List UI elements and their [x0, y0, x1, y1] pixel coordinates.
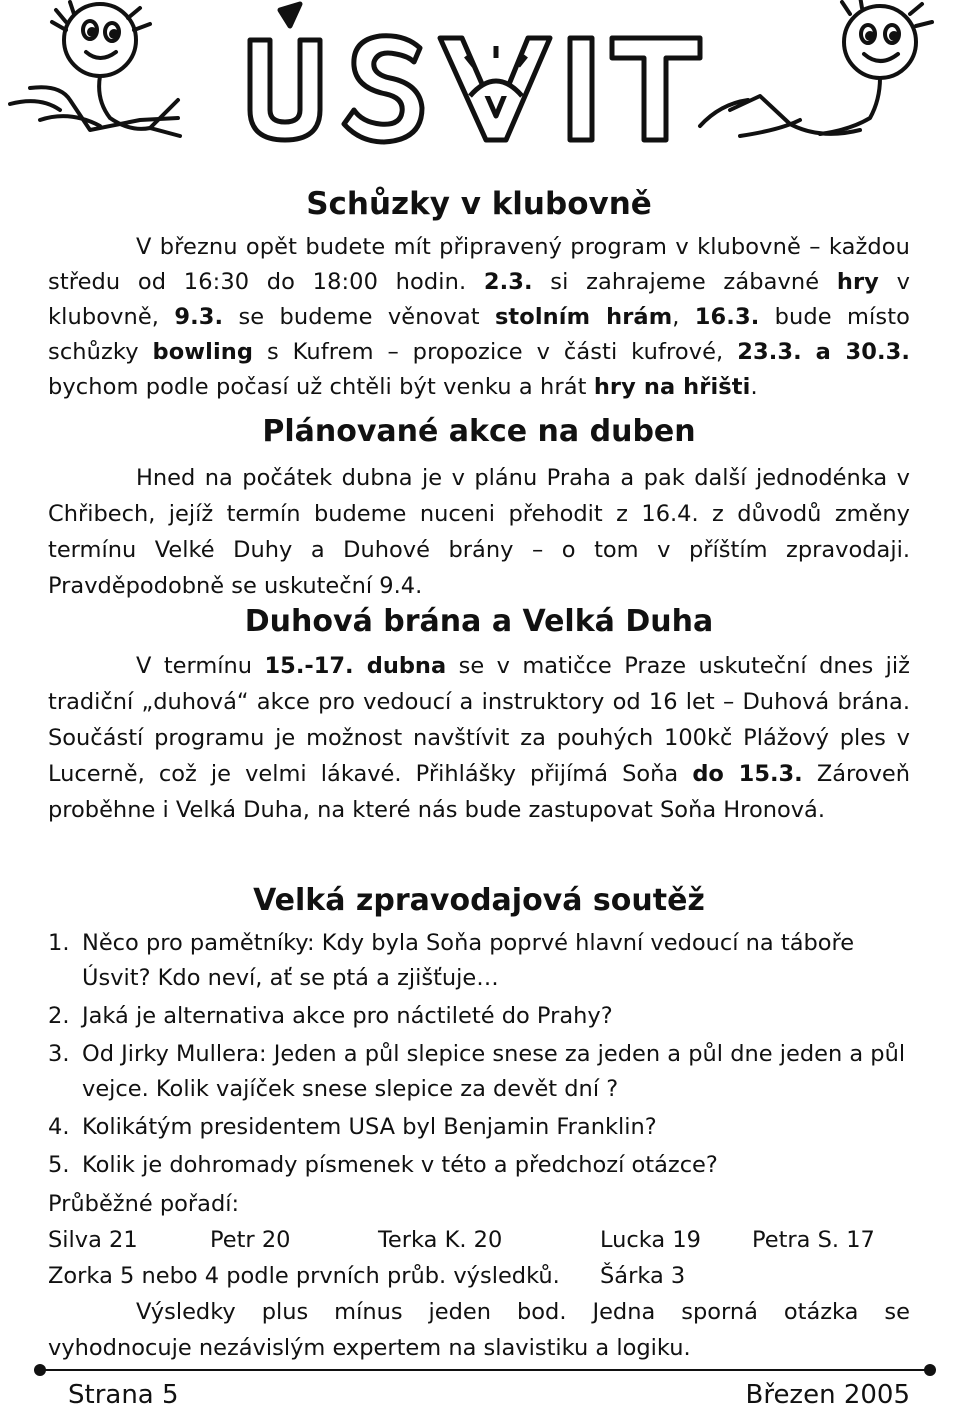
usvit-logo	[250, 4, 700, 142]
ranking-label: Průběžné pořadí:	[48, 1191, 240, 1217]
rainbow-paragraph: V termínu 15.-17. dubna se v matičce Praze uskuteční dnes již tradiční „duhová“ akce pro vedoucí a instruktory od 16 let – Duhová brána. Součástí programu je možnost navštívit za pouhých 100kč Plážový ples v Lucerně, což je velmi lákavé. Přihlášky přijímá Soňa do 15.3. Zároveň proběhne i Velká Duha, na které nás bude zastupovat Soňa Hronová.	[48, 653, 910, 823]
ranking-entry: Šárka 3	[600, 1263, 686, 1289]
ranking-entry: Zorka 5 nebo 4 podle prvních průb. výsledků.	[48, 1263, 560, 1289]
ranking-row-2	[48, 1258, 910, 1294]
april-paragraph: Hned na počátek dubna je v plánu Praha a pak další jednodénka v Chřibech, jejíž termín budeme nuceni přehodit z 16.4. z důvodů změny termínu Velké Duhy a Duhové brány – o tom v příštím zpravodaji. Pravděpodobně se uskuteční 9.4.	[48, 465, 910, 599]
page-number: Strana 5	[68, 1380, 179, 1410]
section-title-contest: Velká zpravodajová soutěž	[253, 883, 705, 918]
contest-closing: Výsledky plus mínus jeden bod. Jedna sporná otázka se vyhodnocuje nezávislým expertem na slavistiku a logiku.	[48, 1299, 910, 1361]
masthead	[0, 0, 960, 160]
ranking-entry: Petr 20	[210, 1227, 291, 1253]
section-rainbow-gate	[48, 602, 910, 828]
right-cartoon-figure	[700, 0, 932, 136]
contest-questions	[48, 926, 910, 1183]
question-item: 2. Jaká je alternativa akce pro náctileté do Prahy?	[48, 1003, 613, 1029]
footer-rule	[0, 1360, 960, 1380]
meetings-paragraph: V březnu opět budete mít připravený program v klubovně – každou středu od 16:30 do 18:00 hodin. 2.3. si zahrajeme zábavné hry v klubovně, 9.3. se budeme věnovat stolním hrám, 16.3. bude místo schůzky bowling s Kufrem – propozice v části kufrové, 23.3. a 30.3. bychom podle počasí už chtěli být venku a hrát hry na hřišti.	[48, 234, 911, 400]
question-item: 3. Od Jirky Mullera: Jeden a půl slepice snese za jeden a půl dne jeden a půl vejce. Kolik vajíček snese slepice za devět dní ?	[48, 1041, 906, 1102]
question-item: 1. Něco pro pamětníky: Kdy byla Soňa poprvé hlavní vedoucí na táboře Úsvit? Kdo neví, ať se ptá a zjišťuje…	[48, 930, 855, 991]
question-item: 5. Kolik je dohromady písmenek v této a předchozí otázce?	[48, 1152, 718, 1178]
ranking-entry: Petra S. 17	[752, 1227, 875, 1253]
page-footer	[0, 1360, 960, 1412]
ranking-entry: Terka K. 20	[378, 1227, 503, 1253]
section-meetings	[48, 184, 910, 405]
ranking-entry: Lucka 19	[600, 1227, 701, 1253]
section-april-events	[48, 412, 910, 604]
issue-date: Březen 2005	[745, 1380, 910, 1410]
section-contest	[48, 880, 910, 1366]
left-cartoon-figure	[10, 2, 180, 136]
section-title-april: Plánované akce na duben	[262, 414, 696, 449]
question-item: 4. Kolikátým presidentem USA byl Benjamin Franklin?	[48, 1114, 657, 1140]
section-title-rainbow: Duhová brána a Velká Duha	[244, 604, 714, 639]
section-title-meetings: Schůzky v klubovně	[306, 186, 652, 222]
ranking-entry: Silva 21	[48, 1227, 138, 1253]
masthead-illustration	[0, 0, 960, 160]
ranking-row-1	[48, 1222, 910, 1258]
